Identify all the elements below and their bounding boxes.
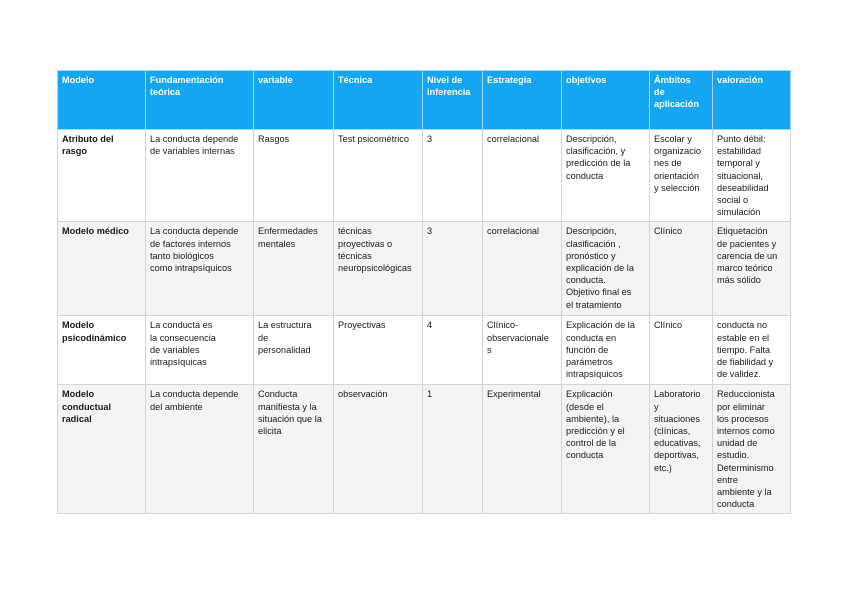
cell-ambitos: Clínico xyxy=(650,222,713,316)
cell-tecnica: Proyectivas xyxy=(334,316,423,385)
table-row xyxy=(58,316,791,385)
cell-estrategia: correlacional xyxy=(483,130,562,222)
cell-variable: Enfermedades mentales xyxy=(254,222,334,316)
cell-modelo: Atributo del rasgo xyxy=(58,130,146,222)
cell-variable: La estructura de personalidad xyxy=(254,316,334,385)
header-variable: variable xyxy=(254,71,334,130)
cell-fundamentacion: La conducta depende del ambiente xyxy=(146,385,254,514)
cell-ambitos: Laboratorio y situaciones (clínicas, educativas, deportivas, etc.) xyxy=(650,385,713,514)
cell-objetivos: Explicación de la conducta en función de parámetros intrapsíquicos xyxy=(562,316,650,385)
cell-ambitos: Escolar y organizacio nes de orientación y selección xyxy=(650,130,713,222)
cell-objetivos: Descripción, clasificación , pronóstico y explicación de la conducta. Objetivo final es el tratamiento xyxy=(562,222,650,316)
cell-valoracion: conducta no estable en el tiempo. Falta de fiabilidad y de validez. xyxy=(713,316,791,385)
cell-estrategia: Clínico- observacionale s xyxy=(483,316,562,385)
cell-fundamentacion: La conducta es la consecuencia de variables intrapsíquicas xyxy=(146,316,254,385)
cell-nivel: 4 xyxy=(423,316,483,385)
cell-nivel: 3 xyxy=(423,130,483,222)
assessment-models-table xyxy=(57,70,791,514)
header-nivel: Nivel de inferencia xyxy=(423,71,483,130)
header-objetivos: objetivos xyxy=(562,71,650,130)
cell-objetivos: Descripción, clasificación, y predicción de la conducta xyxy=(562,130,650,222)
cell-estrategia: correlacional xyxy=(483,222,562,316)
table-row xyxy=(58,222,791,316)
cell-valoracion: Reduccionista por eliminar los procesos internos como unidad de estudio. Determinismo entre ambiente y la conducta xyxy=(713,385,791,514)
cell-tecnica: técnicas proyectivas o técnicas neuropsicológicas xyxy=(334,222,423,316)
header-estrategia: Estrategia xyxy=(483,71,562,130)
cell-tecnica: Test psicométrico xyxy=(334,130,423,222)
cell-tecnica: observación xyxy=(334,385,423,514)
cell-modelo: Modelo conductual radical xyxy=(58,385,146,514)
table-row xyxy=(58,385,791,514)
header-tecnica: Técnica xyxy=(334,71,423,130)
header-valoracion: valoración xyxy=(713,71,791,130)
cell-variable: Conducta manifiesta y la situación que la elicita xyxy=(254,385,334,514)
cell-variable: Rasgos xyxy=(254,130,334,222)
cell-fundamentacion: La conducta depende de variables internas xyxy=(146,130,254,222)
header-fundamentacion: Fundamentación teórica xyxy=(146,71,254,130)
cell-estrategia: Experimental xyxy=(483,385,562,514)
cell-nivel: 1 xyxy=(423,385,483,514)
cell-ambitos: Clínico xyxy=(650,316,713,385)
cell-modelo: Modelo médico xyxy=(58,222,146,316)
cell-valoracion: Punto débil: estabilidad temporal y situacional, deseabilidad social o simulación xyxy=(713,130,791,222)
table-row xyxy=(58,130,791,222)
cell-nivel: 3 xyxy=(423,222,483,316)
cell-fundamentacion: La conducta depende de factores internos tanto biológicos como intrapsíquicos xyxy=(146,222,254,316)
cell-objetivos: Explicación (desde el ambiente), la predicción y el control de la conducta xyxy=(562,385,650,514)
header-ambitos: Ámbitos de aplicación xyxy=(650,71,713,130)
cell-valoracion: Etiquetación de pacientes y carencia de un marco teórico más sólido xyxy=(713,222,791,316)
cell-modelo: Modelo psicodinámico xyxy=(58,316,146,385)
header-modelo: Modelo xyxy=(58,71,146,130)
header-row xyxy=(58,71,791,130)
